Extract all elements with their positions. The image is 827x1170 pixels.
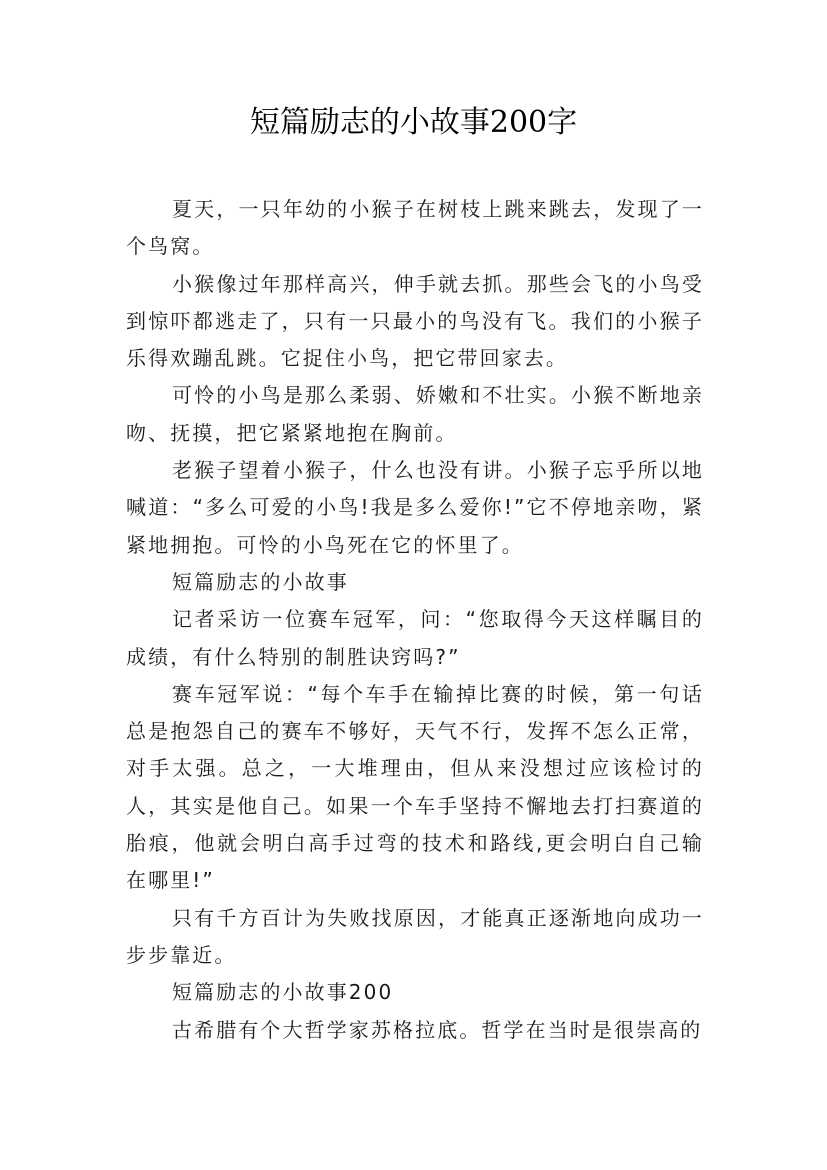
section-heading: 短篇励志的小故事	[172, 569, 349, 594]
section-heading: 短篇励志的小故事200	[172, 980, 394, 1005]
document-body	[126, 191, 704, 1049]
paragraph: 古希腊有个大哲学家苏格拉底。哲学在当时是很崇高的	[172, 1017, 703, 1042]
paragraph: 赛车冠军说：“每个车手在输掉比赛的时候，第一句话总是抱怨自己的赛车不够好，天气不行，发挥不怎么正常，对手太强。总之，一大堆理由，但从来没想过应该检讨的人，其实是他自己。如果一个车手坚持不懈地去打扫赛道的胎痕，他就会明白高手过弯的技术和路线,更会明白自己输在哪里!”	[126, 681, 704, 893]
paragraph: 小猴像过年那样高兴，伸手就去抓。那些会飞的小鸟受到惊吓都逃走了，只有一只最小的鸟没有飞。我们的小猴子乐得欢蹦乱跳。它捉住小鸟，把它带回家去。	[126, 271, 704, 371]
paragraph: 只有千方百计为失败找原因，才能真正逐渐地向成功一步步靠近。	[126, 905, 704, 967]
document-title: 短篇励志的小故事200字	[249, 105, 578, 140]
paragraph: 夏天，一只年幼的小猴子在树枝上跳来跳去，发现了一个鸟窝。	[126, 197, 704, 259]
paragraph: 老猴子望着小猴子，什么也没有讲。小猴子忘乎所以地喊道：“多么可爱的小鸟!我是多么爱你!”它不停地亲吻，紧紧地拥抱。可怜的小鸟死在它的怀里了。	[126, 458, 704, 557]
paragraph: 可怜的小鸟是那么柔弱、娇嫩和不壮实。小猴不断地亲吻、抚摸，把它紧紧地抱在胸前。	[126, 383, 704, 445]
paragraph: 记者采访一位赛车冠军，问：“您取得今天这样瞩目的成绩，有什么特别的制胜诀窍吗?”	[126, 607, 704, 669]
